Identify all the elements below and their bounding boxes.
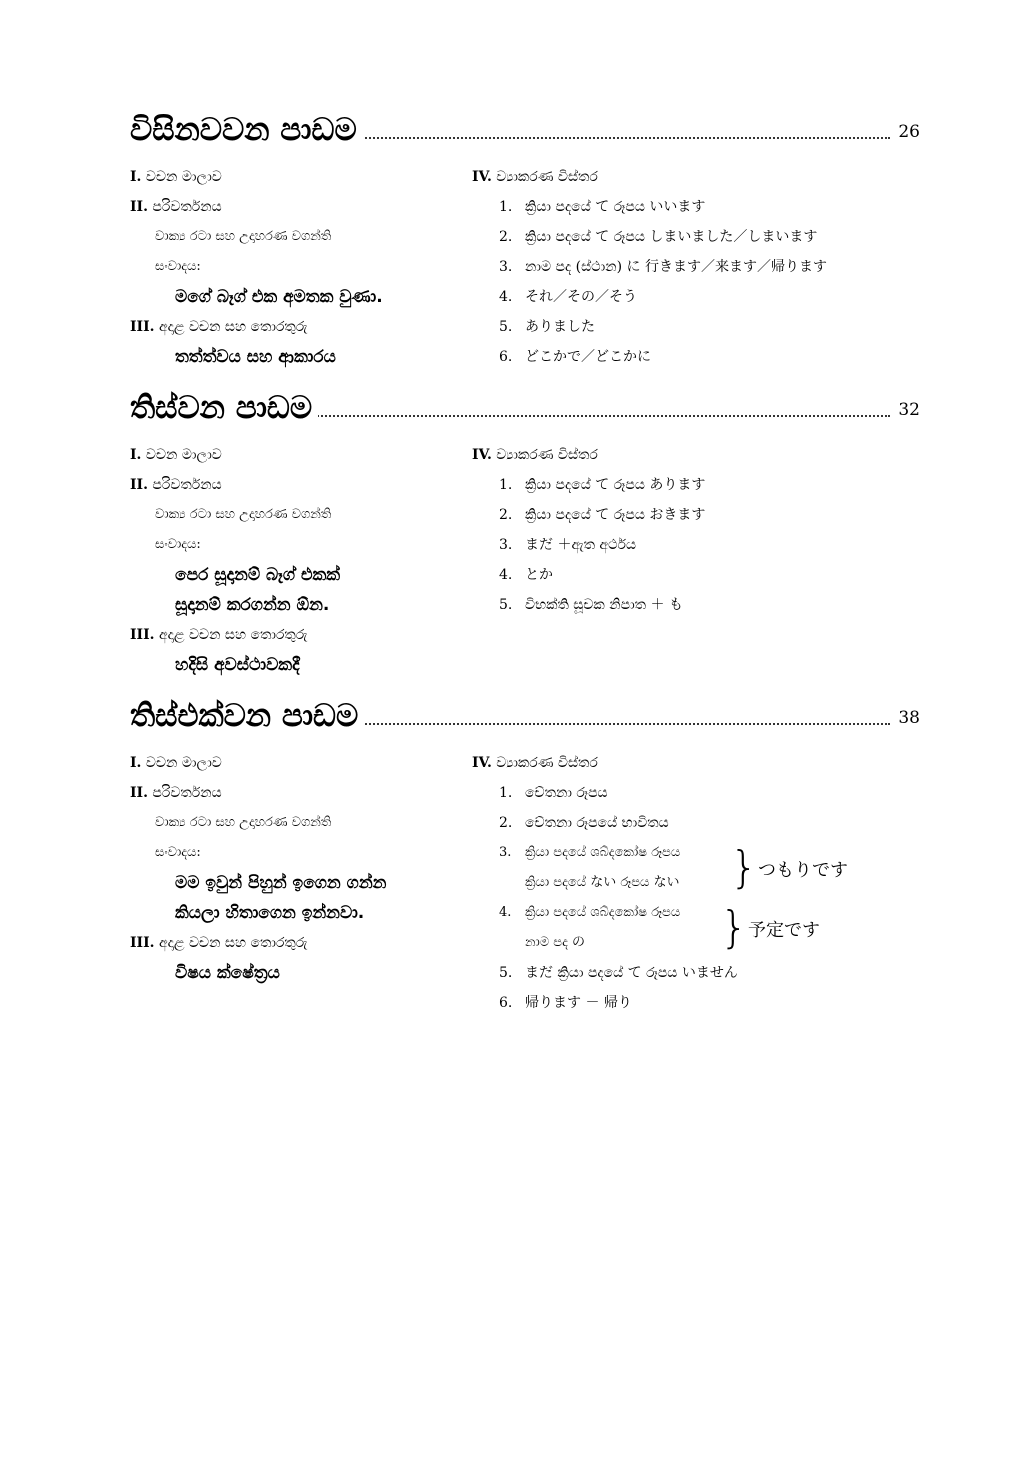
right-brace-icon: }	[730, 842, 758, 893]
lesson-right-column	[472, 748, 932, 1018]
grammar-item-group	[472, 838, 932, 898]
dialogue-label: සංවාදය:	[155, 259, 201, 274]
section-grammar: IV. ව්‍යාකරණ විස්තර	[472, 755, 598, 771]
sentence-patterns: වාක්‍ය රටා සහ උදාහරණ වගන්ති	[155, 507, 332, 522]
grammar-item: 1. චේතනා රූපය	[499, 785, 608, 801]
grammar-item: 1. ක්‍රියා පදයේ て රූපය いいます	[499, 199, 706, 215]
grammar-item: 2. ක්‍රියා පදයේ て රූපය しまいました／しまいます	[499, 229, 818, 245]
grammar-item: 3. නාම පද (ස්ථාන) に 行きます／来ます／帰ります	[499, 259, 827, 275]
grammar-item: ක්‍රියා පදයේ ない රූපය ない	[525, 875, 680, 890]
grammar-item: 1. ක්‍රියා පදයේ て රූපය あります	[499, 477, 706, 493]
section-practice: III. අදාළ වචන සහ තොරතුරු	[130, 627, 308, 643]
grammar-item: නාම පද の	[525, 935, 586, 950]
dialogue-title: මම ඉවුන් පිහුන් ඉගෙන ගන්න	[175, 873, 387, 893]
lesson-header	[130, 388, 920, 432]
sentence-patterns: වාක්‍ය රටා සහ උදාහරණ වගන්ති	[155, 229, 332, 244]
section-practice: III. අදාළ වචන සහ තොරතුරු	[130, 935, 308, 951]
section-conversion: II. පරිවර්තනය	[130, 477, 222, 493]
practice-topic: විෂය ක්ෂේත්‍රය	[175, 963, 280, 983]
lesson-30	[130, 388, 920, 675]
lesson-29	[130, 110, 920, 367]
section-vocab: I. වචන මාලාව	[130, 447, 222, 463]
grammar-item: 2. ක්‍රියා පදයේ て රූපය おきます	[499, 507, 706, 523]
section-grammar: IV. ව්‍යාකරණ විස්තර	[472, 169, 598, 185]
section-vocab: I. වචන මාලාව	[130, 755, 222, 771]
lesson-left-column	[130, 440, 460, 680]
grammar-item: 5. まだ ක්‍රියා පදයේ て රූපය いません	[499, 965, 738, 981]
grammar-item: 3. ක්‍රියා පදයේ ශබ්දකෝෂ රූපය	[499, 845, 681, 860]
grammar-item: 4. それ／その／そう	[499, 289, 637, 305]
dialogue-title: සූදානම් කරගන්න ඕන.	[175, 595, 330, 615]
lesson-left-column	[130, 748, 460, 988]
sentence-patterns: වාක්‍ය රටා සහ උදාහරණ වගන්ති	[155, 815, 332, 830]
practice-topic: හදිසි අවස්ථාවකදී	[175, 655, 300, 675]
grammar-item: 3. まだ ＋ඇත අර්ථය	[499, 537, 637, 553]
right-brace-icon: }	[720, 902, 748, 953]
dialogue-label: සංවාදය:	[155, 845, 201, 860]
grammar-item: 2. චේතනා රූපයේ භාවිතය	[499, 815, 669, 831]
grammar-item: 5. විභක්ති සූචක නිපාත ＋ も	[499, 597, 683, 613]
section-grammar: IV. ව්‍යාකරණ විස්තර	[472, 447, 598, 463]
section-vocab: I. වචන මාලාව	[130, 169, 222, 185]
grammar-item-group	[472, 898, 932, 958]
dialogue-title: කියලා හිතාගෙන ඉන්නවා.	[175, 903, 365, 923]
lesson-right-column	[472, 162, 932, 372]
grammar-item: 6. 帰ります － 帰り	[499, 995, 632, 1011]
lesson-page-number: 26	[894, 122, 920, 142]
lesson-page-number: 32	[894, 400, 920, 420]
lesson-header	[130, 696, 920, 740]
lesson-header	[130, 110, 920, 154]
grammar-item: 6. どこかで／どこかに	[499, 349, 651, 365]
lesson-title: විසිනවවන පාඩම	[130, 110, 363, 150]
lesson-page-number: 38	[894, 708, 920, 728]
brace-label: 予定です	[748, 920, 820, 941]
section-conversion: II. පරිවර්තනය	[130, 785, 222, 801]
lesson-right-column	[472, 440, 932, 620]
brace-label: つもりです	[758, 860, 848, 881]
lesson-left-column	[130, 162, 460, 372]
grammar-item: 4. とか	[499, 567, 553, 583]
section-practice: III. අදාළ වචන සහ තොරතුරු	[130, 319, 308, 335]
lesson-title: තිස්වන පාඩම	[130, 388, 318, 428]
grammar-item: 4. ක්‍රියා පදයේ ශබ්දකෝෂ රූපය	[499, 905, 681, 920]
section-conversion: II. පරිවර්තනය	[130, 199, 222, 215]
dialogue-title: මගේ බෑග් එක අමතක වුණා.	[175, 287, 383, 307]
grammar-item: 5. ありました	[499, 319, 595, 335]
practice-topic: තත්ත්වය සහ ආකාරය	[175, 347, 336, 367]
lesson-title: තිස්එක්වන පාඩම	[130, 696, 364, 736]
dialogue-label: සංවාදය:	[155, 537, 201, 552]
lesson-31	[130, 696, 920, 1011]
dialogue-title: පෙර සූදානම් බෑග් එකක්	[175, 565, 341, 585]
